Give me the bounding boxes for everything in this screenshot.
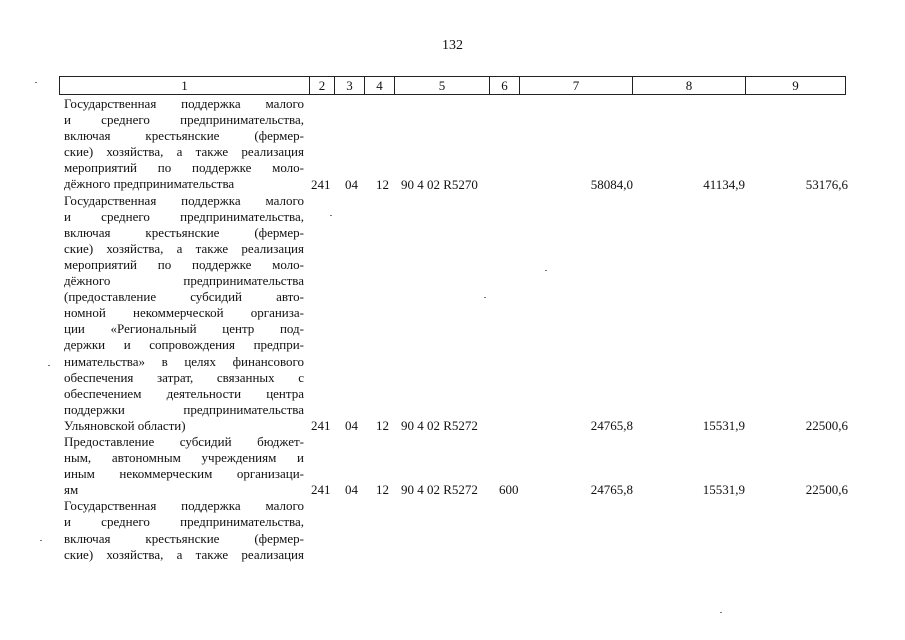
- cell-subsection: 12: [376, 176, 389, 192]
- header-col-9: 9: [746, 77, 846, 95]
- cell-section: 04: [345, 482, 358, 498]
- desc-line: включая крестьянские (фермер-: [64, 224, 304, 240]
- cell-amount-year-3: 22500,6: [805, 417, 848, 433]
- row-description: [64, 498, 304, 562]
- desc-line: дёжного предпринимательства: [64, 273, 304, 289]
- cell-section: 04: [345, 176, 358, 192]
- row-values: [0, 418, 905, 434]
- row-values: [0, 482, 905, 498]
- desc-line: ям: [64, 482, 79, 498]
- cell-amount-year-3: 22500,6: [805, 482, 848, 498]
- desc-line: мероприятий по поддержке моло-: [64, 256, 304, 272]
- cell-ministry-code: 241: [311, 417, 331, 433]
- scan-speck: [545, 270, 547, 271]
- cell-subsection: 12: [376, 417, 389, 433]
- desc-line: Государственная поддержка малого: [64, 498, 304, 514]
- desc-line: обеспечением деятельности центра: [64, 385, 304, 401]
- desc-line: ным, автономным учреждениям и: [64, 450, 304, 466]
- cell-target-article: 90 4 02 R5272: [401, 482, 478, 498]
- desc-line: мероприятий по поддержке моло-: [64, 160, 304, 176]
- desc-line: и среднего предпринимательства,: [64, 112, 304, 128]
- scan-speck: [35, 82, 37, 83]
- desc-line: иным некоммерческим организаци-: [64, 466, 304, 482]
- cell-amount-year-2: 15531,9: [702, 482, 745, 498]
- cell-subsection: 12: [376, 482, 389, 498]
- cell-amount-year-1: 24765,8: [590, 482, 633, 498]
- scan-speck: [48, 365, 50, 366]
- header-col-7: 7: [520, 77, 633, 95]
- scan-speck: [484, 297, 486, 298]
- desc-line: держки и сопровождения предпри-: [64, 337, 304, 353]
- desc-line: Государственная поддержка малого: [64, 192, 304, 208]
- cell-expense-type: 600: [499, 482, 519, 498]
- desc-line: Государственная поддержка малого: [64, 96, 304, 111]
- desc-line: Предоставление субсидий бюджет-: [64, 433, 304, 449]
- header-col-4: 4: [365, 77, 395, 95]
- header-col-3: 3: [335, 77, 365, 95]
- header-col-5: 5: [395, 77, 490, 95]
- page-number: 132: [442, 38, 463, 53]
- header-col-2: 2: [310, 77, 335, 95]
- cell-amount-year-2: 41134,9: [703, 176, 745, 192]
- budget-table-body: [0, 96, 905, 563]
- desc-line: и среднего предпринимательства,: [64, 514, 304, 530]
- desc-line: ские) хозяйства, а также реализация: [64, 240, 304, 256]
- desc-line: ские) хозяйства, а также реализация: [64, 144, 304, 160]
- desc-line: включая крестьянские (фермер-: [64, 530, 304, 546]
- table-row: [0, 498, 905, 562]
- desc-line: обеспечения затрат, связанных с: [64, 369, 304, 385]
- scan-speck: [40, 540, 42, 541]
- table-row: [0, 434, 905, 498]
- desc-line: нимательства» в целях финансового: [64, 353, 304, 369]
- desc-line: (предоставление субсидий авто-: [64, 289, 304, 305]
- cell-section: 04: [345, 417, 358, 433]
- table-row: [0, 193, 905, 434]
- header-col-1: 1: [60, 77, 310, 95]
- cell-amount-year-1: 24765,8: [590, 417, 633, 433]
- cell-ministry-code: 241: [311, 482, 331, 498]
- desc-line: номной некоммерческой организа-: [64, 305, 304, 321]
- scan-speck: [720, 612, 722, 613]
- column-header-table: [59, 76, 846, 95]
- header-col-8: 8: [633, 77, 746, 95]
- desc-line: включая крестьянские (фермер-: [64, 128, 304, 144]
- desc-line: ские) хозяйства, а также реализация: [64, 546, 304, 562]
- header-col-6: 6: [490, 77, 520, 95]
- desc-line: и среднего предпринимательства,: [64, 208, 304, 224]
- cell-amount-year-2: 15531,9: [702, 417, 745, 433]
- desc-line: Ульяновской области): [64, 417, 186, 433]
- cell-amount-year-1: 58084,0: [590, 176, 633, 192]
- desc-line: дёжного предпринимательства: [64, 176, 235, 192]
- scan-speck: [330, 215, 332, 216]
- desc-line: ции «Региональный центр под-: [64, 321, 304, 337]
- cell-ministry-code: 241: [311, 176, 331, 192]
- cell-target-article: 90 4 02 R5270: [401, 176, 478, 192]
- row-values: [0, 177, 905, 193]
- row-description: [64, 193, 304, 434]
- cell-target-article: 90 4 02 R5272: [401, 417, 478, 433]
- table-row: [0, 96, 905, 193]
- desc-line: поддержки предпринимательства: [64, 401, 304, 417]
- cell-amount-year-3: 53176,6: [805, 176, 848, 192]
